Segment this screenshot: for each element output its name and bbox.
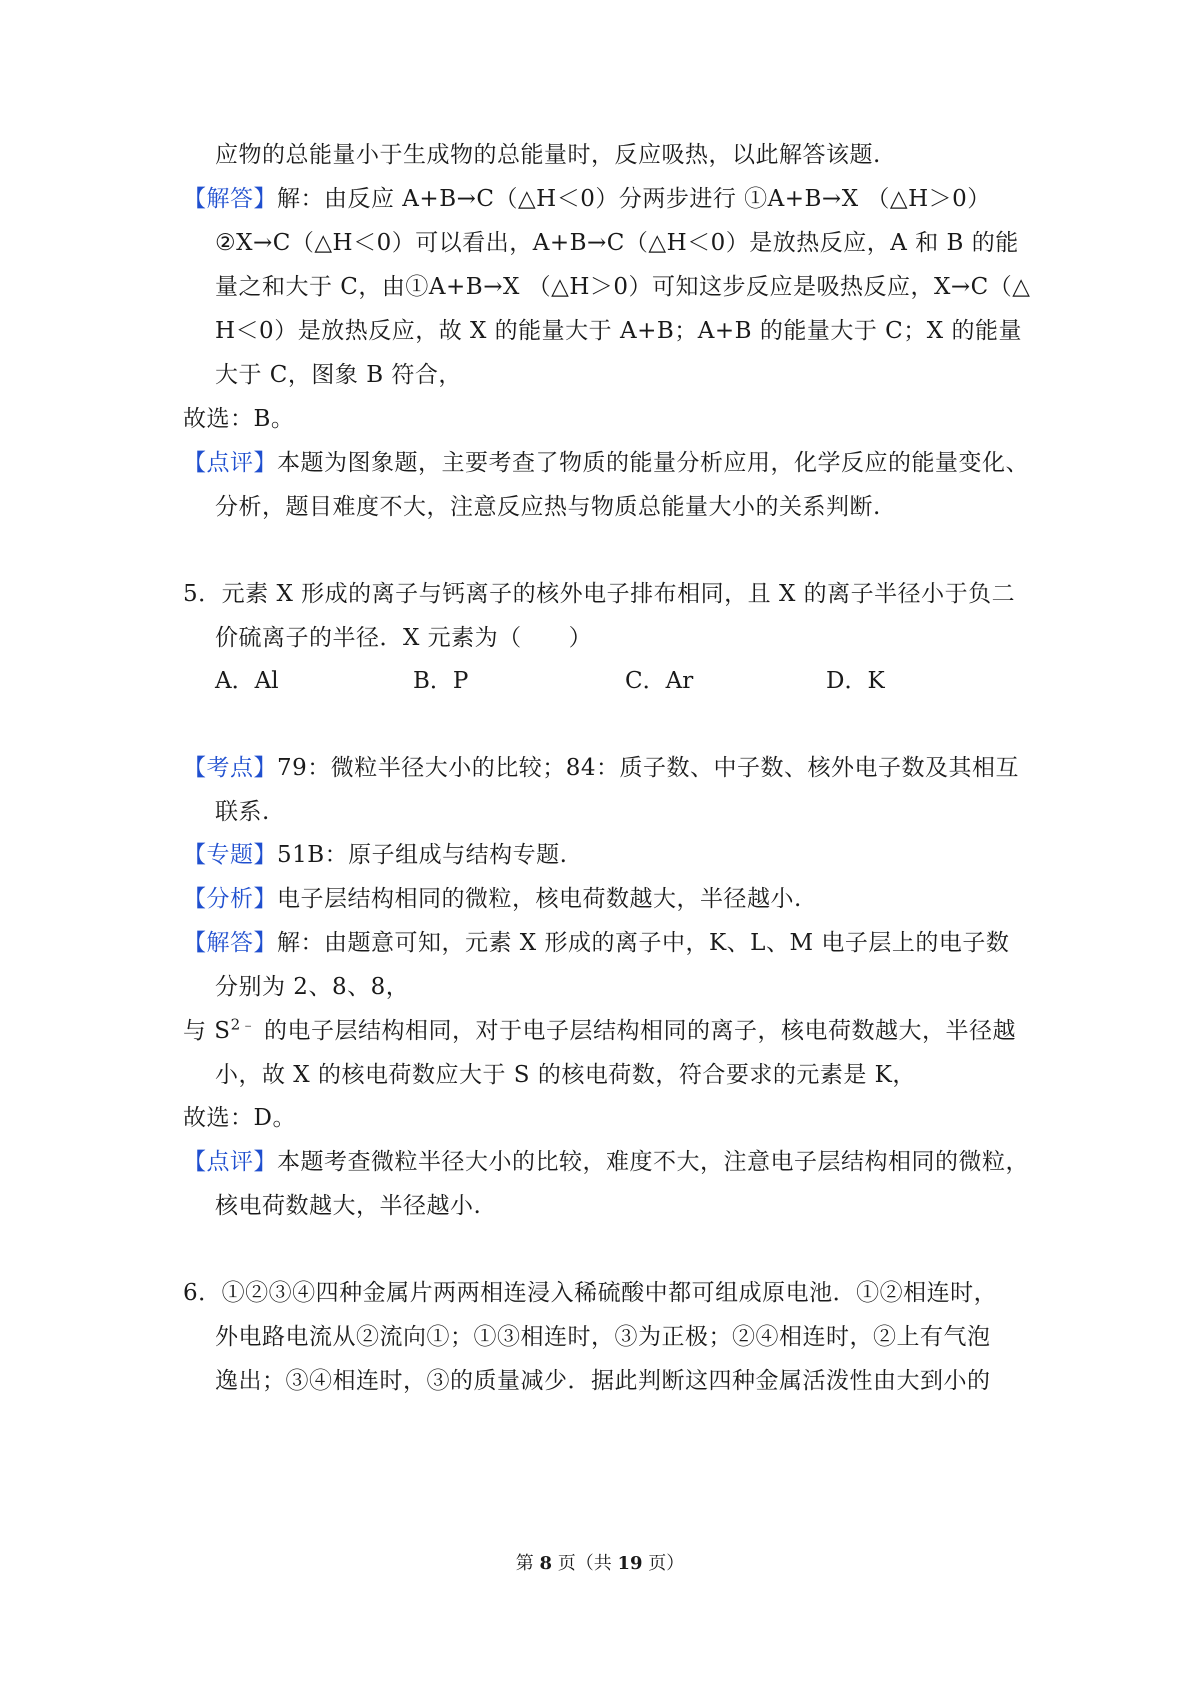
q5-answer-line-1: 【解答】解：由题意可知，元素 X 形成的离子中，K、L、M 电子层上的电子数 — [183, 930, 1010, 956]
current-page-number: 8 — [539, 1553, 552, 1574]
q5-stem-line-1: 5．元素 X 形成的离子与钙离子的核外电子排布相同，且 X 的离子半径小于负二 — [183, 581, 1016, 607]
total-page-number: 19 — [617, 1553, 643, 1574]
q6-stem-line-3: 逸出；③④相连时，③的质量减少．据此判断这四种金属活泼性由大到小的 — [215, 1368, 991, 1394]
prev-answer-line-3: 量之和大于 C，由①A+B→X （△H＞0）可知这步反应是吸热反应，X→C（△ — [215, 274, 1031, 300]
zhuanti-tag: 【专题】 — [183, 842, 277, 868]
q5-comment-line-1: 【点评】本题考查微粒半径大小的比较，难度不大，注意电子层结构相同的微粒， — [183, 1149, 1029, 1175]
answer-tag: 【解答】 — [183, 930, 277, 956]
comment-tag: 【点评】 — [183, 450, 277, 476]
prev-comment-line-1: 【点评】本题为图象题，主要考查了物质的能量分析应用，化学反应的能量变化、 — [183, 450, 1029, 476]
kaodian-tag: 【考点】 — [183, 755, 277, 781]
q5-fenxi-line: 【分析】电子层结构相同的微粒，核电荷数越大，半径越小. — [183, 886, 802, 912]
page-footer: 第 8 页（共 19 页） — [515, 1553, 685, 1574]
q5-answer-line-3: 与 $S^{2﹣}$ 的电子层结构相同，对于电子层结构相同的离子，核电荷数越大，半径越 — [183, 1015, 1016, 1044]
q5-kaodian-line-1: 【考点】79：微粒半径大小的比较；84：质子数、中子数、核外电子数及其相互 — [183, 755, 1020, 781]
q5-zhuanti-line: 【专题】51B：原子组成与结构专题. — [183, 842, 568, 868]
prev-answer-line-1: 【解答】解：由反应 A+B→C（△H＜0）分两步进行 ①A+B→X （△H＞0） — [183, 186, 991, 212]
q5-answer-line-2: 分别为 2、8、8， — [215, 974, 410, 1000]
q5-option-d: D．K — [826, 668, 885, 694]
prev-comment-line-2: 分析，题目难度不大，注意反应热与物质总能量大小的关系判断. — [215, 494, 881, 520]
q5-stem-line-2: 价硫离子的半径．X 元素为（ ） — [215, 625, 593, 651]
q5-option-c: C．Ar — [625, 668, 694, 694]
prev-answer-line-2: ②X→C（△H＜0）可以看出，A+B→C（△H＜0）是放热反应，A 和 B 的能 — [215, 230, 1019, 256]
q6-stem-line-2: 外电路电流从②流向①；①③相连时，③为正极；②④相连时，②上有气泡 — [215, 1324, 991, 1350]
prev-answer-line-5: 大于 C，图象 B 符合， — [215, 362, 462, 388]
prev-choice: 故选：B。 — [183, 406, 295, 432]
q5-answer-line-4: 小，故 X 的核电荷数应大于 S 的核电荷数，符合要求的元素是 K， — [215, 1062, 916, 1088]
sulfide-charge: 2﹣ — [230, 1015, 257, 1034]
q5-choice: 故选：D。 — [183, 1105, 296, 1131]
q5-kaodian-line-2: 联系. — [215, 799, 270, 825]
comment-tag: 【点评】 — [183, 1149, 277, 1175]
q6-stem-line-1: 6．①②③④四种金属片两两相连浸入稀硫酸中都可组成原电池．①②相连时， — [183, 1280, 998, 1306]
q5-option-a: A．Al — [215, 668, 279, 694]
q5-comment-line-2: 核电荷数越大，半径越小. — [215, 1193, 482, 1219]
answer-tag: 【解答】 — [183, 186, 277, 212]
prev-analysis-line: 应物的总能量小于生成物的总能量时，反应吸热，以此解答该题. — [215, 142, 881, 168]
fenxi-tag: 【分析】 — [183, 886, 277, 912]
prev-answer-line-4: H＜0）是放热反应，故 X 的能量大于 A+B；A+B 的能量大于 C；X 的能量 — [215, 318, 1022, 344]
q5-option-b: B．P — [413, 668, 469, 694]
